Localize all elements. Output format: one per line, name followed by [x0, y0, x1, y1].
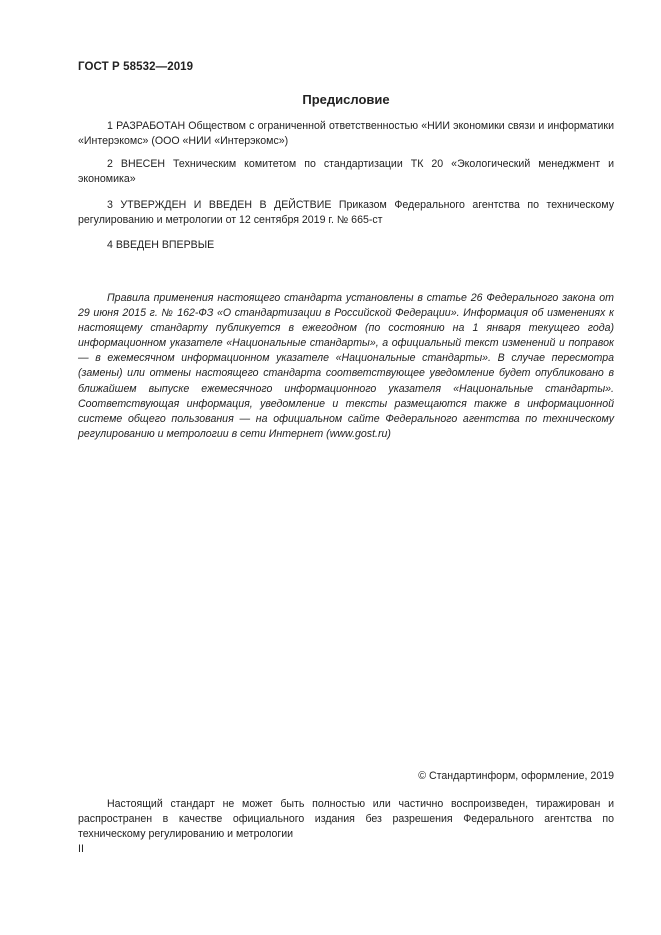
foreword-item-developed: 1 РАЗРАБОТАН Обществом с ограниченной ответственностью «НИИ экономики связи и информатики «Интерэкомс» (ООО «НИИ «Интерэкомс») — [78, 120, 614, 147]
foreword-item-first-introduced: 4 ВВЕДЕН ВПЕРВЫЕ — [107, 239, 215, 251]
foreword-item-introduced: 2 ВНЕСЕН Техническим комитетом по стандартизации ТК 20 «Экологический менеджмент и экономика» — [78, 158, 614, 185]
document-code: ГОСТ Р 58532—2019 — [78, 61, 194, 73]
copyright-line: © Стандартинформ, оформление, 2019 — [418, 770, 614, 782]
reproduction-restriction-text: Настоящий стандарт не может быть полностью или частично воспроизведен, тиражирован и распространен в качестве официального издания без разрешения Федерального агентства по техническому регулированию и метрологии — [78, 798, 614, 840]
foreword-title: Предисловие — [302, 92, 390, 107]
page-number: II — [78, 843, 84, 855]
foreword-item-approved: 3 УТВЕРЖДЕН И ВВЕДЕН В ДЕЙСТВИЕ Приказом Федерального агентства по техническому регулированию и метрологии от 12 сентября 2019 г. № 665-ст — [78, 199, 614, 226]
standard-application-notice: Правила применения настоящего стандарта установлены в статье 26 Федерального закона от 29 июня 2015 г. № 162-ФЗ «О стандартизации в Российской Федерации». Информация об изменениях к настоящему стандарту публикуется в ежегодном (по состоянию на 1 января текущего года) информационном указателе «Национальные стандарты», а официальный текст изменений и поправок — в ежемесячном информационном указателе «Национальные стандарты». В случае пересмотра (замены) или отмены настоящего стандарта соответствующее уведомление будет опубликовано в ближайшем выпуске ежемесячного информационного указателя «Национальные стандарты». Соответствующая информация, уведомление и тексты размещаются также в информационной системе общего пользования — на официальном сайте Федерального агентства по техническому регулированию и метрологии в сети Интернет (www.gost.ru) — [78, 292, 614, 440]
